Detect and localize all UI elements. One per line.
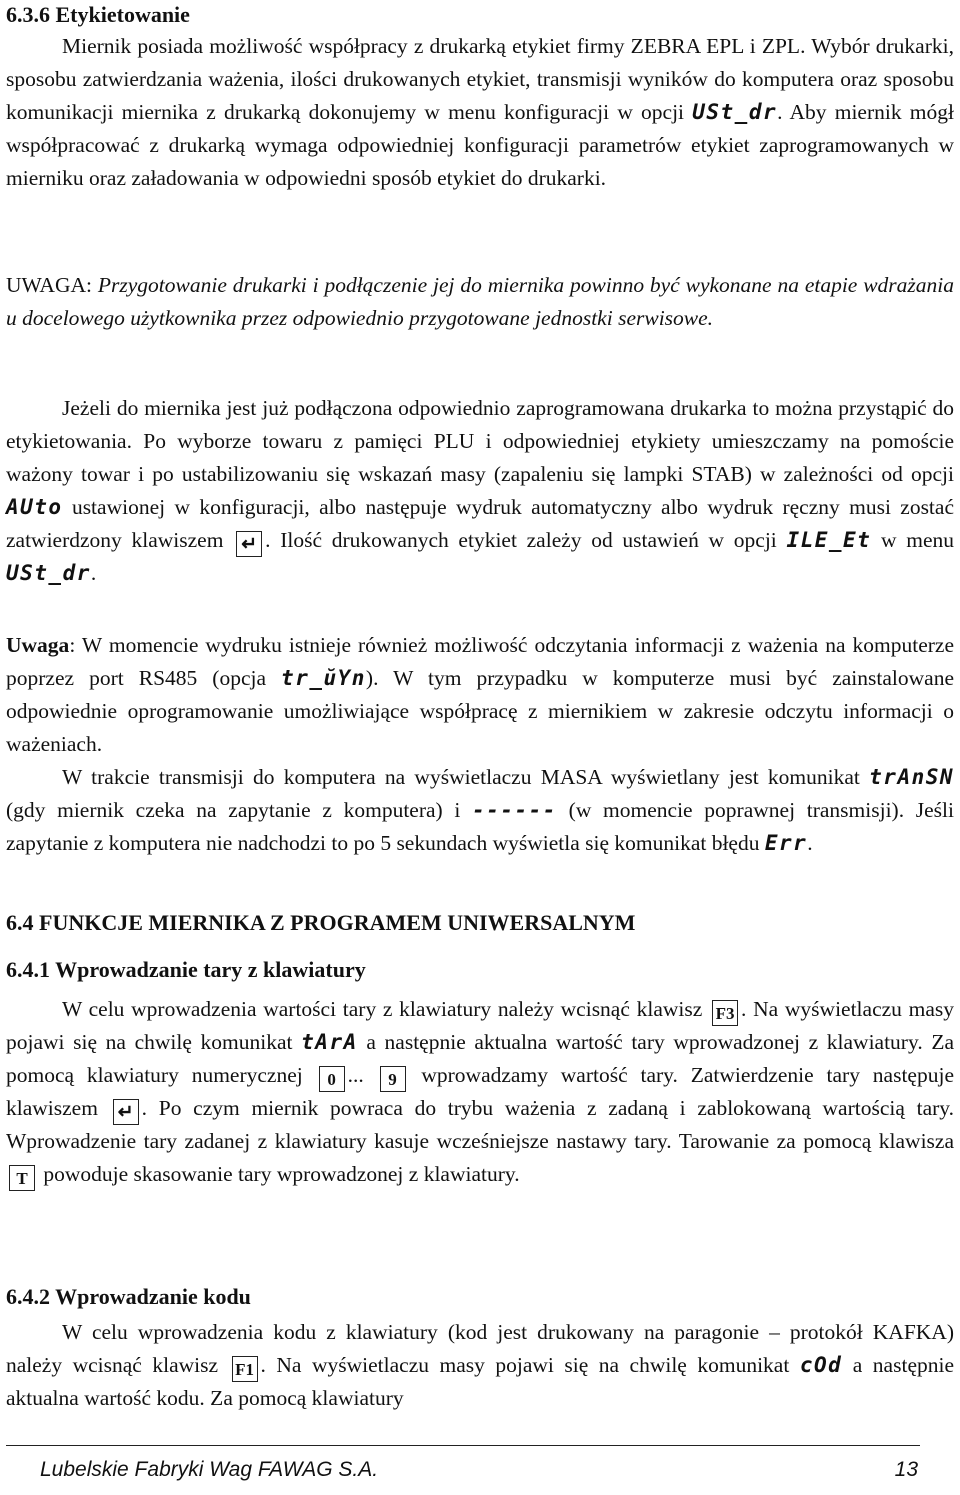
paragraph-transmisja [6, 761, 954, 860]
uwaga-label: Uwaga [6, 633, 70, 657]
display-code-ust-dr: USt_dr [692, 100, 778, 124]
text-run: . [807, 831, 813, 855]
uwaga-text: Przygotowanie drukarki i podłączenie jej do miernika powinno być wykonane na etapie wdrażania u docelowego użytkownika przez odpowiednio przygotowane jednostki serwisowe. [6, 273, 955, 330]
display-code-tara: tArA [301, 1030, 358, 1054]
paragraph-kod [6, 1316, 954, 1415]
section-heading-6-4: 6.4 FUNKCJE MIERNIKA Z PROGRAMEM UNIWERSALNYM [6, 910, 636, 935]
text-run: . Na wyświetlaczu masy pojawi się na chwilę komunikat [6, 997, 955, 1054]
section-heading-6-4-1: 6.4.1 Wprowadzanie tary z klawiatury [6, 957, 366, 982]
text-run: w menu [881, 528, 955, 552]
digit-0-key-icon: 0 [319, 1066, 345, 1092]
footer-divider [6, 1445, 920, 1446]
page-number: 13 [894, 1458, 918, 1481]
text-run: W celu wprowadzenia kodu z klawiatury (kod jest drukowany na paragonie – protokół KAFKA) należy wcisnąć klawisz [6, 1320, 954, 1377]
section-heading-6-4-2: 6.4.2 Wprowadzanie kodu [6, 1284, 251, 1309]
text-run: ustawionej w konfiguracji, albo następuje wydruk automatyczny albo wydruk ręczny musi zostać zatwierdzony klawiszem [6, 495, 954, 552]
digit-9-key-icon: 9 [380, 1066, 406, 1092]
text-run: powoduje skasowanie tary wprowadzonej z klawiatury. [43, 1162, 520, 1186]
text-run: . Na wyświetlaczu masy pojawi się na chwilę komunikat [260, 1353, 790, 1377]
display-code-dashes: ------ [472, 798, 557, 822]
display-code-transn: trAnSN [869, 765, 955, 789]
text-run: : W momencie wydruku istnieje również możliwość odczytania informacji z ważenia na komputerze poprzez port RS485 (opcja [6, 633, 954, 690]
text-run: W trakcie transmisji do komputera na wyświetlaczu MASA wyświetlany jest komunikat [62, 765, 860, 789]
text-run: . [90, 561, 97, 585]
text-run: (gdy miernik czeka na zapytanie z komputera) i [6, 798, 461, 822]
footer-company: Lubelskie Fabryki Wag FAWAG S.A. [40, 1458, 379, 1481]
paragraph-etykietowanie-procedure [6, 392, 954, 590]
uwaga-label: UWAGA: [6, 273, 92, 297]
text-run: ). W tym przypadku w komputerze musi być zainstalowane odpowiednie oprogramowanie umożliwiające współpracę z miernikiem w zakresie odczytu informacji o ważeniach. [6, 666, 955, 756]
display-code-auto: AUto [6, 495, 63, 519]
text-run: W celu wprowadzenia wartości tary z klawiatury należy wcisnąć klawisz [62, 997, 703, 1021]
paragraph-uwaga-rs485 [6, 629, 954, 761]
display-code-err: Err [764, 831, 808, 855]
display-code-ust-dr: USt_dr [6, 561, 91, 585]
t-key-icon: T [9, 1165, 35, 1191]
f3-key-icon: F3 [712, 1000, 738, 1026]
paragraph-etykietowanie-intro [6, 30, 954, 195]
text-run: . Aby miernik mógł współpracować z drukarką wymaga odpowiedniej konfiguracji parametrów etykiet zaprogramowanych w mierniku oraz załadowania w odpowiedni sposób etykiet do drukarki. [6, 100, 954, 190]
text-run: Miernik posiada możliwość współpracy z drukarką etykiet firmy ZEBRA EPL i ZPL. Wybór drukarki, sposobu zatwierdzania ważenia, ilości drukowanych etykiet, transmisji wyników do komputera oraz sposobu komunikacji miernika z drukarką dokonujemy w menu konfiguracji w opcji [6, 34, 954, 124]
text-run: (w momencie poprawnej transmisji). Jeśli zapytanie z komputera nie nadchodzi to po 5 sekundach wyświetla się komunikat błędu [6, 798, 955, 855]
page-footer [40, 1458, 918, 1482]
enter-key-icon: ↵ [236, 531, 262, 557]
f1-key-icon: F1 [232, 1356, 258, 1382]
display-code-tr-uyn: tr_ŭYn [281, 666, 366, 690]
display-code-ile-et: ILE_Et [786, 528, 872, 552]
text-run: . Ilość drukowanych etykiet zależy od ustawień w opcji [265, 528, 777, 552]
text-run: . Po czym miernik powraca do trybu ważenia z zadaną i zablokowaną wartością tary. Wprowadzenie tary zadanej z klawiatury kasuje wcześniejsze nastawy tary. Tarowanie za pomocą klawisza [6, 1096, 954, 1153]
text-run: wprowadzamy wartość tary. Zatwierdzenie tary następuje klawiszem [6, 1063, 954, 1120]
paragraph-tara [6, 993, 954, 1191]
enter-key-icon: ↵ [113, 1099, 139, 1125]
text-run: ... [347, 1063, 364, 1087]
text-run: Jeżeli do miernika jest już podłączona odpowiednio zaprogramowana drukarka to można przystąpić do etykietowania. Po wyborze towaru z pamięci PLU i odpowiedniej etykiety umieszczamy na pomoście ważony towar i po ustabilizowaniu się wskazań masy (zapaleniu się lampki STAB) w zależności od opcji [6, 396, 954, 486]
text-run: a następnie aktualna wartość kodu. Za pomocą klawiatury [6, 1353, 954, 1410]
text-run: a następnie aktualna wartość tary wprowadzonej z klawiatury. Za pomocą klawiatury numerycznej [6, 1030, 955, 1087]
paragraph-uwaga [6, 269, 954, 335]
section-heading-6-3-6: 6.3.6 Etykietowanie [6, 2, 190, 27]
display-code-cod: cOd [799, 1353, 843, 1377]
